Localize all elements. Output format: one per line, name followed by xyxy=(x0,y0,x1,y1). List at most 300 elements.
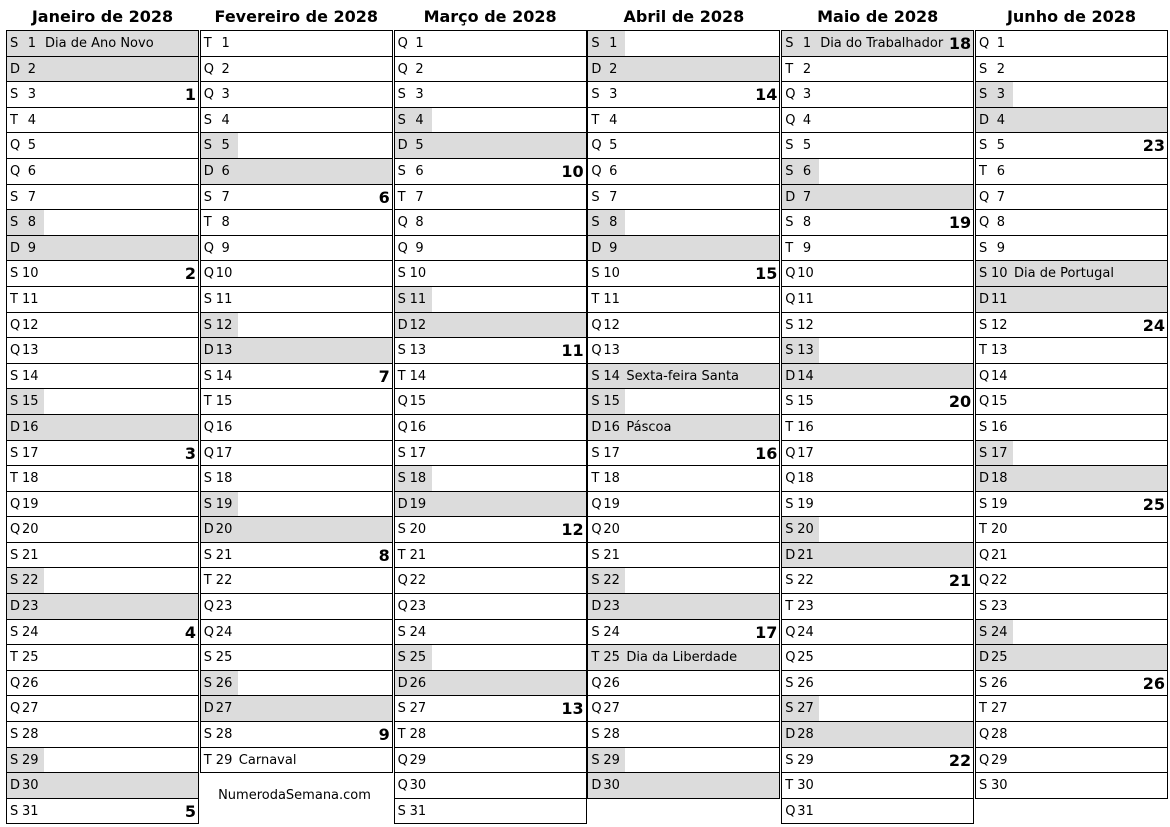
weekday-letter: D xyxy=(785,368,796,384)
day-row xyxy=(201,313,392,339)
day-list xyxy=(781,30,974,824)
day-number: 12 xyxy=(797,317,814,333)
weekday-letter: Q xyxy=(979,368,990,384)
day-number: 16 xyxy=(603,419,620,435)
day-row xyxy=(201,389,392,415)
day-row xyxy=(782,364,973,390)
day-number: 31 xyxy=(797,803,814,819)
day-list xyxy=(6,30,199,824)
day-number: 25 xyxy=(797,650,814,666)
weekday-letter: S xyxy=(785,496,794,512)
weekday-letter: S xyxy=(785,36,794,51)
weekday-letter: D xyxy=(397,138,408,154)
day-number: 23 xyxy=(22,599,39,615)
day-row xyxy=(7,57,198,83)
day-row xyxy=(976,159,1167,185)
day-number: 25 xyxy=(603,650,620,666)
weekday-letter: Q xyxy=(10,317,21,333)
day-row xyxy=(7,313,198,339)
day-row xyxy=(782,108,973,134)
day-number: 8 xyxy=(415,215,424,231)
day-row xyxy=(782,185,973,211)
day-row xyxy=(201,748,392,774)
weekday-letter: S xyxy=(979,240,988,256)
week-number: 26 xyxy=(1142,673,1165,693)
day-row xyxy=(201,31,392,57)
day-number: 20 xyxy=(22,522,39,538)
week-number: 22 xyxy=(948,750,972,770)
day-row xyxy=(976,492,1167,518)
weekday-letter: S xyxy=(591,189,600,205)
weekday-letter: D xyxy=(10,240,21,256)
day-row xyxy=(395,159,586,185)
day-row xyxy=(395,799,586,825)
weekday-letter: D xyxy=(10,61,21,77)
weekday-letter: D xyxy=(785,547,796,563)
day-row xyxy=(395,441,586,467)
weekday-letter: S xyxy=(10,573,19,589)
month-title: Janeiro de 2028 xyxy=(31,7,174,26)
day-row xyxy=(782,31,973,57)
week-number: 23 xyxy=(1142,136,1165,156)
week-number: 16 xyxy=(755,443,778,463)
day-row xyxy=(201,133,392,159)
weekday-letter: S xyxy=(10,624,19,640)
weekday-letter: Q xyxy=(979,215,990,231)
weekday-letter: S xyxy=(591,573,600,589)
day-number: 2 xyxy=(415,61,424,77)
week-number: 24 xyxy=(1142,315,1165,335)
weekday-letter: S xyxy=(397,624,406,640)
day-row xyxy=(7,517,198,543)
holiday-name: Dia da Liberdade xyxy=(626,650,738,666)
weekday-letter: S xyxy=(397,112,406,128)
day-number: 1 xyxy=(415,36,424,51)
weekday-letter: S xyxy=(591,624,600,640)
day-number: 23 xyxy=(215,599,233,615)
day-number: 8 xyxy=(802,215,812,231)
day-number: 7 xyxy=(609,189,618,205)
week-number: 1 xyxy=(184,85,196,105)
day-number: 25 xyxy=(991,650,1008,666)
weekday-letter: S xyxy=(397,291,406,307)
weekday-letter: Q xyxy=(397,573,408,589)
day-row xyxy=(976,338,1167,364)
day-row xyxy=(976,645,1167,671)
calendar xyxy=(6,0,1166,827)
day-row xyxy=(395,415,586,441)
week-number: 12 xyxy=(561,520,584,540)
week-number: 17 xyxy=(755,622,778,642)
weekday-letter: T xyxy=(10,471,18,487)
day-row xyxy=(588,773,779,799)
weekday-letter: S xyxy=(591,727,600,743)
day-row xyxy=(201,236,392,262)
day-number: 24 xyxy=(603,624,620,640)
day-row xyxy=(782,517,973,543)
weekday-letter: T xyxy=(203,394,212,410)
weekday-letter: S xyxy=(397,343,406,359)
weekday-letter: D xyxy=(203,522,214,538)
day-number: 29 xyxy=(797,752,814,768)
day-number: 11 xyxy=(215,291,233,307)
day-number: 23 xyxy=(797,599,814,615)
day-number: 26 xyxy=(797,675,814,691)
day-row xyxy=(588,31,779,57)
weekday-letter: S xyxy=(10,36,19,51)
day-list xyxy=(394,30,587,824)
day-number: 24 xyxy=(22,624,39,640)
day-number: 19 xyxy=(603,496,620,512)
day-number: 26 xyxy=(409,675,427,691)
day-number: 27 xyxy=(215,701,233,717)
day-number: 18 xyxy=(22,471,39,487)
weekday-letter: S xyxy=(397,266,406,282)
weekday-letter: S xyxy=(203,650,213,666)
day-number: 31 xyxy=(409,803,427,819)
day-number: 29 xyxy=(991,752,1008,768)
day-number: 13 xyxy=(603,343,620,359)
weekday-letter: Q xyxy=(979,189,990,205)
day-number: 30 xyxy=(991,778,1008,794)
day-number: 24 xyxy=(991,624,1008,640)
weekday-letter: D xyxy=(203,163,214,179)
day-number: 24 xyxy=(797,624,814,640)
day-number: 4 xyxy=(802,112,812,128)
day-number: 10 xyxy=(215,266,233,282)
day-row xyxy=(395,236,586,262)
day-row xyxy=(782,82,973,108)
day-row xyxy=(976,696,1167,722)
day-number: 14 xyxy=(215,368,233,384)
day-number: 13 xyxy=(797,343,814,359)
day-number: 12 xyxy=(991,317,1008,333)
day-row xyxy=(7,287,198,313)
day-row xyxy=(7,492,198,518)
weekday-letter: S xyxy=(785,522,794,538)
day-number: 6 xyxy=(221,163,230,179)
day-number: 29 xyxy=(603,752,620,768)
day-number: 9 xyxy=(609,240,618,256)
day-number: 8 xyxy=(27,215,36,231)
day-number: 9 xyxy=(27,240,36,256)
day-number: 12 xyxy=(603,317,620,333)
day-number: 5 xyxy=(609,138,618,154)
day-row xyxy=(782,773,973,799)
day-number: 2 xyxy=(221,61,230,77)
day-number: 30 xyxy=(797,778,814,794)
weekday-letter: T xyxy=(785,61,794,77)
week-number: 2 xyxy=(184,264,196,284)
weekday-letter: D xyxy=(10,419,21,435)
weekday-letter: S xyxy=(591,215,600,231)
weekday-letter: Q xyxy=(591,496,602,512)
month-column xyxy=(587,0,780,799)
day-row xyxy=(588,338,779,364)
day-row xyxy=(588,492,779,518)
day-number: 17 xyxy=(409,445,427,461)
weekday-letter: Q xyxy=(979,36,990,51)
day-number: 13 xyxy=(215,343,233,359)
day-row xyxy=(782,389,973,415)
day-number: 2 xyxy=(996,61,1005,77)
weekday-letter: Q xyxy=(397,240,408,256)
weekday-letter: D xyxy=(785,727,796,743)
day-number: 10 xyxy=(797,266,814,282)
weekday-letter: D xyxy=(591,240,602,256)
day-row xyxy=(395,722,586,748)
weekday-letter: S xyxy=(591,547,600,563)
day-row xyxy=(395,364,586,390)
day-row xyxy=(588,645,779,671)
day-number: 1 xyxy=(609,36,618,51)
day-row xyxy=(395,645,586,671)
weekday-letter: T xyxy=(785,778,794,794)
weekday-letter: D xyxy=(591,61,602,77)
day-number: 11 xyxy=(409,291,427,307)
weekday-letter: S xyxy=(203,112,213,128)
day-row xyxy=(976,466,1167,492)
day-row xyxy=(782,338,973,364)
day-row xyxy=(976,415,1167,441)
day-row xyxy=(976,261,1167,287)
weekday-letter: Q xyxy=(785,471,796,487)
day-row xyxy=(588,722,779,748)
day-row xyxy=(588,620,779,646)
day-number: 3 xyxy=(221,87,230,103)
day-row xyxy=(588,568,779,594)
day-row xyxy=(588,466,779,492)
weekday-letter: T xyxy=(979,163,987,179)
day-number: 19 xyxy=(22,496,39,512)
day-row xyxy=(7,568,198,594)
day-number: 16 xyxy=(991,419,1008,435)
day-row xyxy=(7,722,198,748)
month-title: Abril de 2028 xyxy=(623,7,745,26)
day-number: 7 xyxy=(221,189,230,205)
weekday-letter: S xyxy=(785,343,794,359)
day-row xyxy=(7,261,198,287)
weekday-letter: S xyxy=(591,368,600,384)
day-row xyxy=(7,799,198,825)
weekday-letter: Q xyxy=(785,87,796,103)
day-row xyxy=(201,210,392,236)
weekday-letter: S xyxy=(785,138,794,154)
weekday-letter: Q xyxy=(203,266,215,282)
day-row xyxy=(588,543,779,569)
day-row xyxy=(588,133,779,159)
weekday-letter: S xyxy=(979,61,988,77)
day-number: 23 xyxy=(991,599,1008,615)
day-row xyxy=(782,543,973,569)
weekday-letter: D xyxy=(591,778,602,794)
day-row xyxy=(395,389,586,415)
day-number: 19 xyxy=(991,496,1008,512)
day-row xyxy=(782,466,973,492)
weekday-letter: S xyxy=(10,87,19,103)
day-number: 20 xyxy=(409,522,427,538)
weekday-letter: Q xyxy=(10,163,21,179)
day-row xyxy=(588,287,779,313)
weekday-letter: S xyxy=(397,163,406,179)
weekday-letter: Q xyxy=(203,61,215,77)
day-number: 27 xyxy=(991,701,1008,717)
day-row xyxy=(782,696,973,722)
day-row xyxy=(395,57,586,83)
weekday-letter: T xyxy=(591,471,600,487)
day-row xyxy=(588,594,779,620)
day-number: 22 xyxy=(22,573,39,589)
day-number: 21 xyxy=(215,547,233,563)
day-row xyxy=(7,748,198,774)
day-number: 18 xyxy=(991,471,1008,487)
weekday-letter: T xyxy=(203,573,212,589)
weekday-letter: S xyxy=(591,394,600,410)
weekday-letter: S xyxy=(785,394,794,410)
weekday-letter: T xyxy=(785,599,794,615)
weekday-letter: T xyxy=(397,189,406,205)
weekday-letter: Q xyxy=(591,138,602,154)
day-number: 9 xyxy=(415,240,424,256)
day-number: 1 xyxy=(996,36,1005,51)
weekday-letter: Q xyxy=(10,701,21,717)
day-number: 18 xyxy=(215,471,233,487)
weekday-letter: Q xyxy=(591,163,602,179)
weekday-letter: S xyxy=(591,445,600,461)
day-number: 13 xyxy=(22,343,39,359)
day-number: 3 xyxy=(609,87,618,103)
weekday-letter: Q xyxy=(397,215,408,231)
weekday-letter: T xyxy=(979,522,987,538)
day-row xyxy=(201,594,392,620)
day-row xyxy=(395,594,586,620)
month-title: Fevereiro de 2028 xyxy=(214,7,379,26)
day-number: 5 xyxy=(415,138,424,154)
day-number: 21 xyxy=(603,547,620,563)
weekday-letter: Q xyxy=(203,419,215,435)
day-row xyxy=(782,210,973,236)
weekday-letter: Q xyxy=(979,547,990,563)
day-row xyxy=(588,159,779,185)
weekday-letter: Q xyxy=(203,599,215,615)
week-number: 11 xyxy=(561,341,584,361)
weekday-letter: Q xyxy=(591,701,602,717)
weekday-letter: S xyxy=(10,215,19,231)
day-row xyxy=(976,57,1167,83)
day-number: 25 xyxy=(215,650,233,666)
weekday-letter: D xyxy=(979,650,990,666)
day-row xyxy=(588,389,779,415)
weekday-letter: Q xyxy=(397,752,408,768)
weekday-letter: Q xyxy=(10,675,21,691)
week-number: 25 xyxy=(1142,494,1165,514)
weekday-letter: D xyxy=(591,599,602,615)
day-number: 9 xyxy=(221,240,230,256)
day-row xyxy=(201,57,392,83)
day-number: 17 xyxy=(22,445,39,461)
weekday-letter: S xyxy=(397,650,406,666)
day-row xyxy=(976,133,1167,159)
day-number: 10 xyxy=(409,266,427,282)
month-column xyxy=(200,0,393,773)
day-row xyxy=(201,287,392,313)
day-number: 5 xyxy=(27,138,36,154)
day-number: 28 xyxy=(797,727,814,743)
day-row xyxy=(782,159,973,185)
month-column xyxy=(975,0,1168,799)
weekday-letter: S xyxy=(397,445,406,461)
day-row xyxy=(201,671,392,697)
weekday-letter: S xyxy=(785,317,794,333)
day-number: 1 xyxy=(27,36,36,51)
holiday-name: Carnaval xyxy=(238,752,297,768)
day-row xyxy=(395,338,586,364)
day-row xyxy=(7,645,198,671)
day-number: 11 xyxy=(991,291,1008,307)
weekday-letter: S xyxy=(591,752,600,768)
day-row xyxy=(201,338,392,364)
day-number: 3 xyxy=(415,87,424,103)
day-number: 3 xyxy=(27,87,36,103)
day-row xyxy=(976,236,1167,262)
weekday-letter: S xyxy=(591,36,600,51)
day-row xyxy=(588,696,779,722)
month-title: Março de 2028 xyxy=(423,7,557,26)
day-number: 17 xyxy=(603,445,620,461)
weekday-letter: S xyxy=(203,189,213,205)
day-number: 27 xyxy=(797,701,814,717)
weekday-letter: D xyxy=(397,675,408,691)
weekday-letter: S xyxy=(979,599,988,615)
weekday-letter: T xyxy=(979,343,987,359)
day-number: 5 xyxy=(802,138,812,154)
day-number: 26 xyxy=(991,675,1008,691)
weekday-letter: S xyxy=(203,317,213,333)
day-row xyxy=(7,210,198,236)
day-row xyxy=(395,261,586,287)
day-row xyxy=(395,492,586,518)
day-row xyxy=(7,773,198,799)
day-row xyxy=(976,568,1167,594)
weekday-letter: Q xyxy=(591,343,602,359)
weekday-letter: S xyxy=(10,752,19,768)
day-row xyxy=(395,185,586,211)
weekday-letter: D xyxy=(203,343,214,359)
weekday-letter: Q xyxy=(397,778,408,794)
week-number: 6 xyxy=(378,187,390,207)
day-number: 13 xyxy=(409,343,427,359)
day-row xyxy=(395,696,586,722)
day-number: 22 xyxy=(409,573,427,589)
week-number: 4 xyxy=(184,622,196,642)
weekday-letter: S xyxy=(979,317,988,333)
weekday-letter: T xyxy=(979,701,987,717)
weekday-letter: Q xyxy=(10,496,21,512)
day-row xyxy=(7,415,198,441)
day-number: 21 xyxy=(22,547,39,563)
day-row xyxy=(588,185,779,211)
day-number: 9 xyxy=(996,240,1005,256)
week-number: 13 xyxy=(561,699,584,719)
weekday-letter: S xyxy=(10,803,19,819)
day-number: 29 xyxy=(215,752,233,768)
day-row xyxy=(201,159,392,185)
weekday-letter: S xyxy=(979,419,988,435)
day-number: 2 xyxy=(609,61,618,77)
day-row xyxy=(588,441,779,467)
weekday-letter: T xyxy=(591,650,600,666)
day-number: 16 xyxy=(215,419,233,435)
